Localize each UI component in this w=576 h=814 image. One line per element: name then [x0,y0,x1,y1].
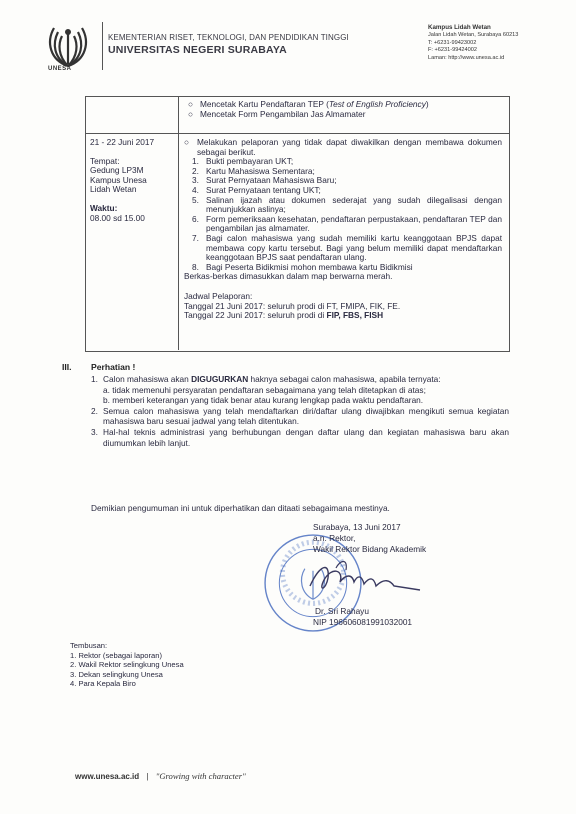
document-list [184,157,502,272]
circle-bullet-icon: ○ [184,137,190,147]
circle-bullet-icon: ○ [188,108,194,119]
list-item: 3. Surat Pernyataan Mahasiswa Baru; [192,175,337,186]
notice-sub-a: a. tidak memenuhi persyaratan pendaftaran sebagaimana yang telah ditetapkan di atas; [103,384,426,395]
activity-intro: ○ Melakukan pelaporan yang tidak dapat diwakilkan dengan membawa dokumen sebagai berikut. [184,137,502,157]
signer-name: Dr. Sri Rahayu [315,606,369,616]
notice-item: 2. Semua calon mahasiswa yang telah mendaftarkan diri/daftar ulang diwajibkan mengikuti semua kegiatan mahasiswa baru sesuai jadwal yang telah ditentukan. [91,405,509,427]
notice-list [91,374,509,448]
table-row-2-time-place [90,138,176,223]
schedule-title: Jadwal Pelaporan: [184,290,253,301]
circle-bullet-icon: ○ [188,99,194,109]
header-divider [102,22,103,70]
ministry-name: KEMENTERIAN RISET, TEKNOLOGI, DAN PENDIDIKAN TINGGI [108,33,349,42]
logo-text: UNESA [48,66,72,72]
list-item: 5. Salinan ijazah atau dokumen sederajat yang sudah dilegalisasi dengan menunjukkan aslinya; [192,194,502,215]
schedule-day-1: Tanggal 21 Juni 2017: seluruh prodi di FT, FMIPA, FIK, FE. [184,300,401,311]
footer-separator: | [146,772,149,781]
time-value: 08.00 sd 15.00 [90,212,145,223]
place-line: Kampus Unesa [90,174,147,185]
table-row-2-activities [184,138,502,321]
footer [75,771,246,781]
map-note: Berkas-berkas dimasukkan dalam map berwarna merah. [184,271,393,282]
list-item: 2. Kartu Mahasiswa Sementara; [192,165,315,176]
place-line: Lidah Wetan [90,184,137,195]
table-column-divider [178,96,179,350]
list-item: 6. Form pemeriksaan kesehatan, pendaftaran perpustakaan, pendaftaran TEP dan pengambilan jas almamater. [192,213,502,234]
tembusan-item: 1. Rektor (sebagai laporan) [70,650,163,660]
university-name: UNIVERSITAS NEGERI SURABAYA [108,44,287,56]
notice-item: 1. Calon mahasiswa akan DIGUGURKAN haknya sebagai calon mahasiswa, apabila ternyata: a. tidak memenuhi persyaratan pendaftaran sebagaimana yang telah ditetapkan di atas; b. memberi keterangan yang tidak benar atau kurang lengkap pada waktu pendaftaran. [91,374,509,406]
signature-an: a.n. Rektor, [313,533,356,543]
address-block [428,24,518,63]
table-row-1-activities [188,100,498,119]
tembusan-item: 3. Dekan selingkung Unesa [70,669,163,679]
signature-position: Wakil Rektor Bidang Akademik [313,544,427,554]
notice-item: 3. Hal-hal teknis administrasi yang berhubungan dengan daftar ulang dan kegiatan mahasiswa baru akan diumumkan lebih lanjut. [91,426,509,448]
list-item: 4. Surat Pernyataan tentang UKT; [192,184,321,195]
notice-sub-b: b. memberi keterangan yang tidak benar atau kurang lengkap pada waktu pendaftaran. [103,395,424,406]
date: 21 - 22 Juni 2017 [90,137,155,147]
footer-tagline: "Growing with character" [155,771,246,781]
table-row-divider [85,133,509,134]
tembusan-title: Tembusan: [70,641,108,650]
handwritten-signature [300,556,430,600]
place-label: Tempat: [90,155,120,166]
section-number: III. [62,362,72,372]
list-item: 1. Bukti pembayaran UKT; [192,156,294,167]
tembusan-item: 4. Para Kepala Biro [70,679,136,689]
list-item: 7. Bagi calon mahasiswa yang sudah memiliki kartu keanggotaan BPJS dapat membawa copy kartu tersebut. Bagi yang belum memiliki dapat mendaftarkan keanggotaan BPJS saat pendaftaran ulang. [192,232,502,263]
place-line: Gedung LP3M [90,165,144,176]
address-line: Jalan Lidah Wetan, Surabaya 60213 [428,31,519,38]
signer-nip: NIP 196606081991032001 [313,617,413,627]
activity-item: ○ Mencetak Form Pengambilan Jas Almamater [188,108,366,119]
schedule-day-2: Tanggal 22 Juni 2017: seluruh prodi di FIP, FBS, FISH [184,310,384,321]
activity-item: ○ Mencetak Kartu Pendaftaran TEP (Test of English Proficiency) [188,99,429,109]
signature-place-date: Surabaya, 13 Juni 2017 [313,522,401,532]
closing-text: Demikian pengumuman ini untuk diperhatikan dan ditaati sebagaimana mestinya. [91,503,390,513]
address-title: Kampus Lidah Wetan [428,24,491,31]
phone: T: +6231-99423002 [428,39,477,46]
time-label: Waktu: [90,202,118,213]
website: Laman: http://www.unesa.ac.id [428,55,505,62]
section-title: Perhatian ! [91,362,136,372]
fax: F: +6231-99424002 [428,47,477,54]
footer-site: www.unesa.ac.id [75,772,140,781]
tembusan-item: 2. Wakil Rektor selingkung Unesa [70,660,184,670]
list-item: 8. Bagi Peserta Bidikmisi mohon membawa kartu Bidikmisi [192,261,413,272]
tembusan-block [70,641,184,689]
